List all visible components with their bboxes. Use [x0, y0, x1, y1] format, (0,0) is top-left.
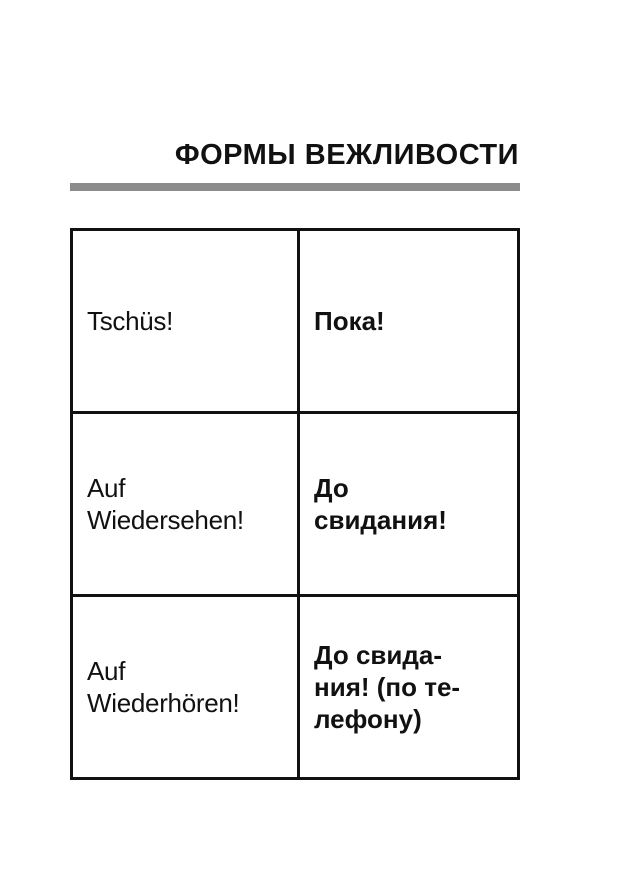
table-row [72, 596, 519, 779]
table-row [72, 413, 519, 596]
russian-translation: До свидания! [314, 473, 447, 535]
german-phrase-cell [72, 413, 299, 596]
russian-translation: Пока! [314, 306, 385, 336]
title-divider [70, 183, 520, 191]
phrase-table [70, 228, 520, 780]
russian-translation-cell [299, 413, 519, 596]
german-phrase: Auf Wiedersehen! [87, 473, 244, 535]
german-phrase: Tschüs! [87, 306, 174, 336]
german-phrase: Auf Wiederhören! [87, 656, 240, 718]
german-phrase-cell [72, 596, 299, 779]
page-title: ФОРМЫ ВЕЖЛИВОСТИ [174, 139, 519, 171]
german-phrase-cell [72, 230, 299, 413]
russian-translation: До свида- ния! (по те- лефону) [314, 640, 461, 734]
russian-translation-cell [299, 596, 519, 779]
table-row [72, 230, 519, 413]
russian-translation-cell [299, 230, 519, 413]
